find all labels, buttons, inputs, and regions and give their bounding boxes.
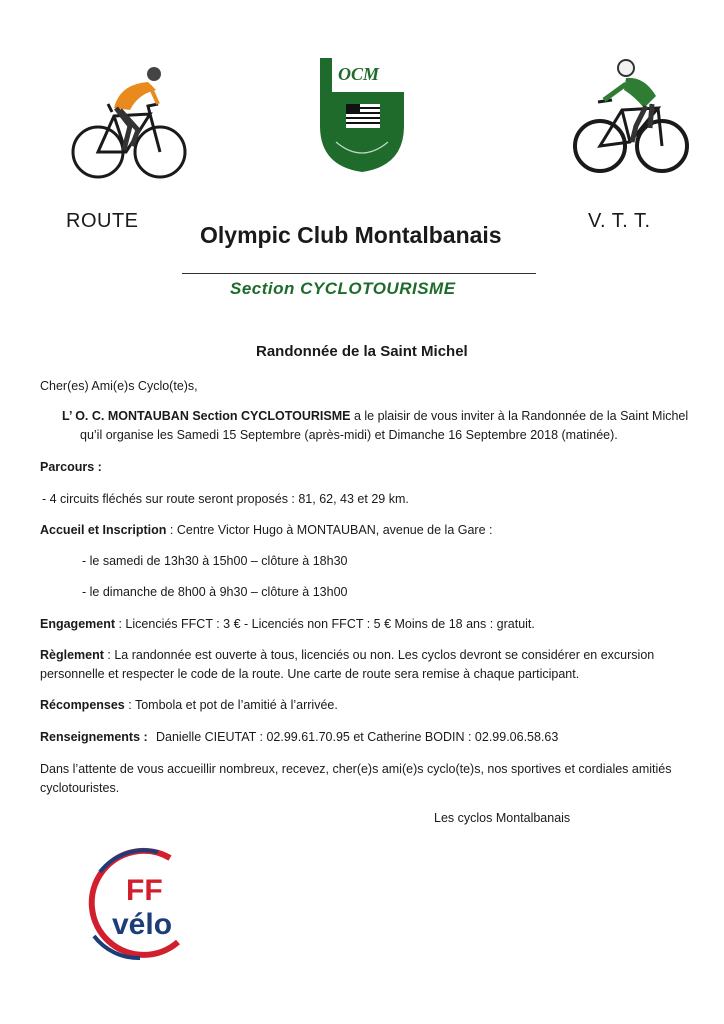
intro-line-1 xyxy=(62,408,688,424)
closing-line-1: Dans l’attente de vous accueillir nombreux, recevez, cher(e)s ami(e)s cyclo(te)s, nos sportives et cordiales amitiés xyxy=(40,762,672,776)
vtt-label: V. T. T. xyxy=(588,210,651,232)
greeting: Cher(es) Ami(e)s Cyclo(te)s, xyxy=(40,379,198,393)
recompenses-text: : Tombola et pot de l’amitié à l’arrivée. xyxy=(124,698,338,712)
accueil-dimanche: - le dimanche de 8h00 à 9h30 – clôture à 13h00 xyxy=(82,585,348,599)
intro-rest: a le plaisir de vous inviter à la Randonnée de la Saint Michel xyxy=(353,409,689,423)
club-name: Olympic Club Montalbanais xyxy=(200,222,502,248)
ff-logo-text: FF xyxy=(126,874,163,907)
recompenses-label: Récompenses xyxy=(40,698,125,712)
road-cyclist-icon xyxy=(68,64,188,182)
intro-bold-lead: L’ O. C. MONTAUBAN Section CYCLOTOURISME xyxy=(62,409,351,423)
accueil-text: : Centre Victor Hugo à MONTAUBAN, avenue de la Gare : xyxy=(166,523,493,537)
accueil-label: Accueil et Inscription xyxy=(40,523,167,537)
header-divider xyxy=(182,273,536,274)
parcours-label: Parcours : xyxy=(40,460,102,474)
ocm-club-logo xyxy=(318,56,406,174)
parcours-item: - 4 circuits fléchés sur route seront proposés : 81, 62, 43 et 29 km. xyxy=(42,492,409,506)
accueil-samedi: - le samedi de 13h30 à 15h00 – clôture à 18h30 xyxy=(82,554,348,568)
intro-line-2: qu’il organise les Samedi 15 Septembre (après-midi) et Dimanche 16 Septembre 2018 (matinée). xyxy=(80,428,618,442)
renseignements-label: Renseignements : xyxy=(40,730,148,744)
reglement-label: Règlement xyxy=(40,648,104,662)
ocm-logo-letters: OCM xyxy=(338,64,380,84)
event-title: Randonnée de la Saint Michel xyxy=(256,343,468,360)
recompenses-line xyxy=(40,697,338,713)
reglement-line-2: personnelle et respecter le code de la route. Une carte de route sera remise à chaque participant. xyxy=(40,667,580,681)
reglement-line-1 xyxy=(40,647,654,663)
velo-logo-text: vélo xyxy=(112,908,173,941)
section-title: Section CYCLOTOURISME xyxy=(230,279,456,298)
route-label: ROUTE xyxy=(66,210,139,232)
signature: Les cyclos Montalbanais xyxy=(434,811,571,825)
engagement-text: : Licenciés FFCT : 3 € - Licenciés non FFCT : 5 € Moins de 18 ans : gratuit. xyxy=(115,617,535,631)
renseignements-contacts: Danielle CIEUTAT : 02.99.61.70.95 et Catherine BODIN : 02.99.06.58.63 xyxy=(156,730,559,744)
closing-line-2: cyclotouristes. xyxy=(40,781,120,795)
mountain-bike-cyclist-icon xyxy=(570,56,690,174)
engagement-label: Engagement xyxy=(40,617,116,631)
ff-velo-logo xyxy=(82,846,192,962)
accueil-line xyxy=(40,522,493,538)
reglement-text-1: : La randonnée est ouverte à tous, licenciés ou non. Les cyclos devront se considérer en excursion xyxy=(103,648,655,662)
engagement-line xyxy=(40,616,535,632)
